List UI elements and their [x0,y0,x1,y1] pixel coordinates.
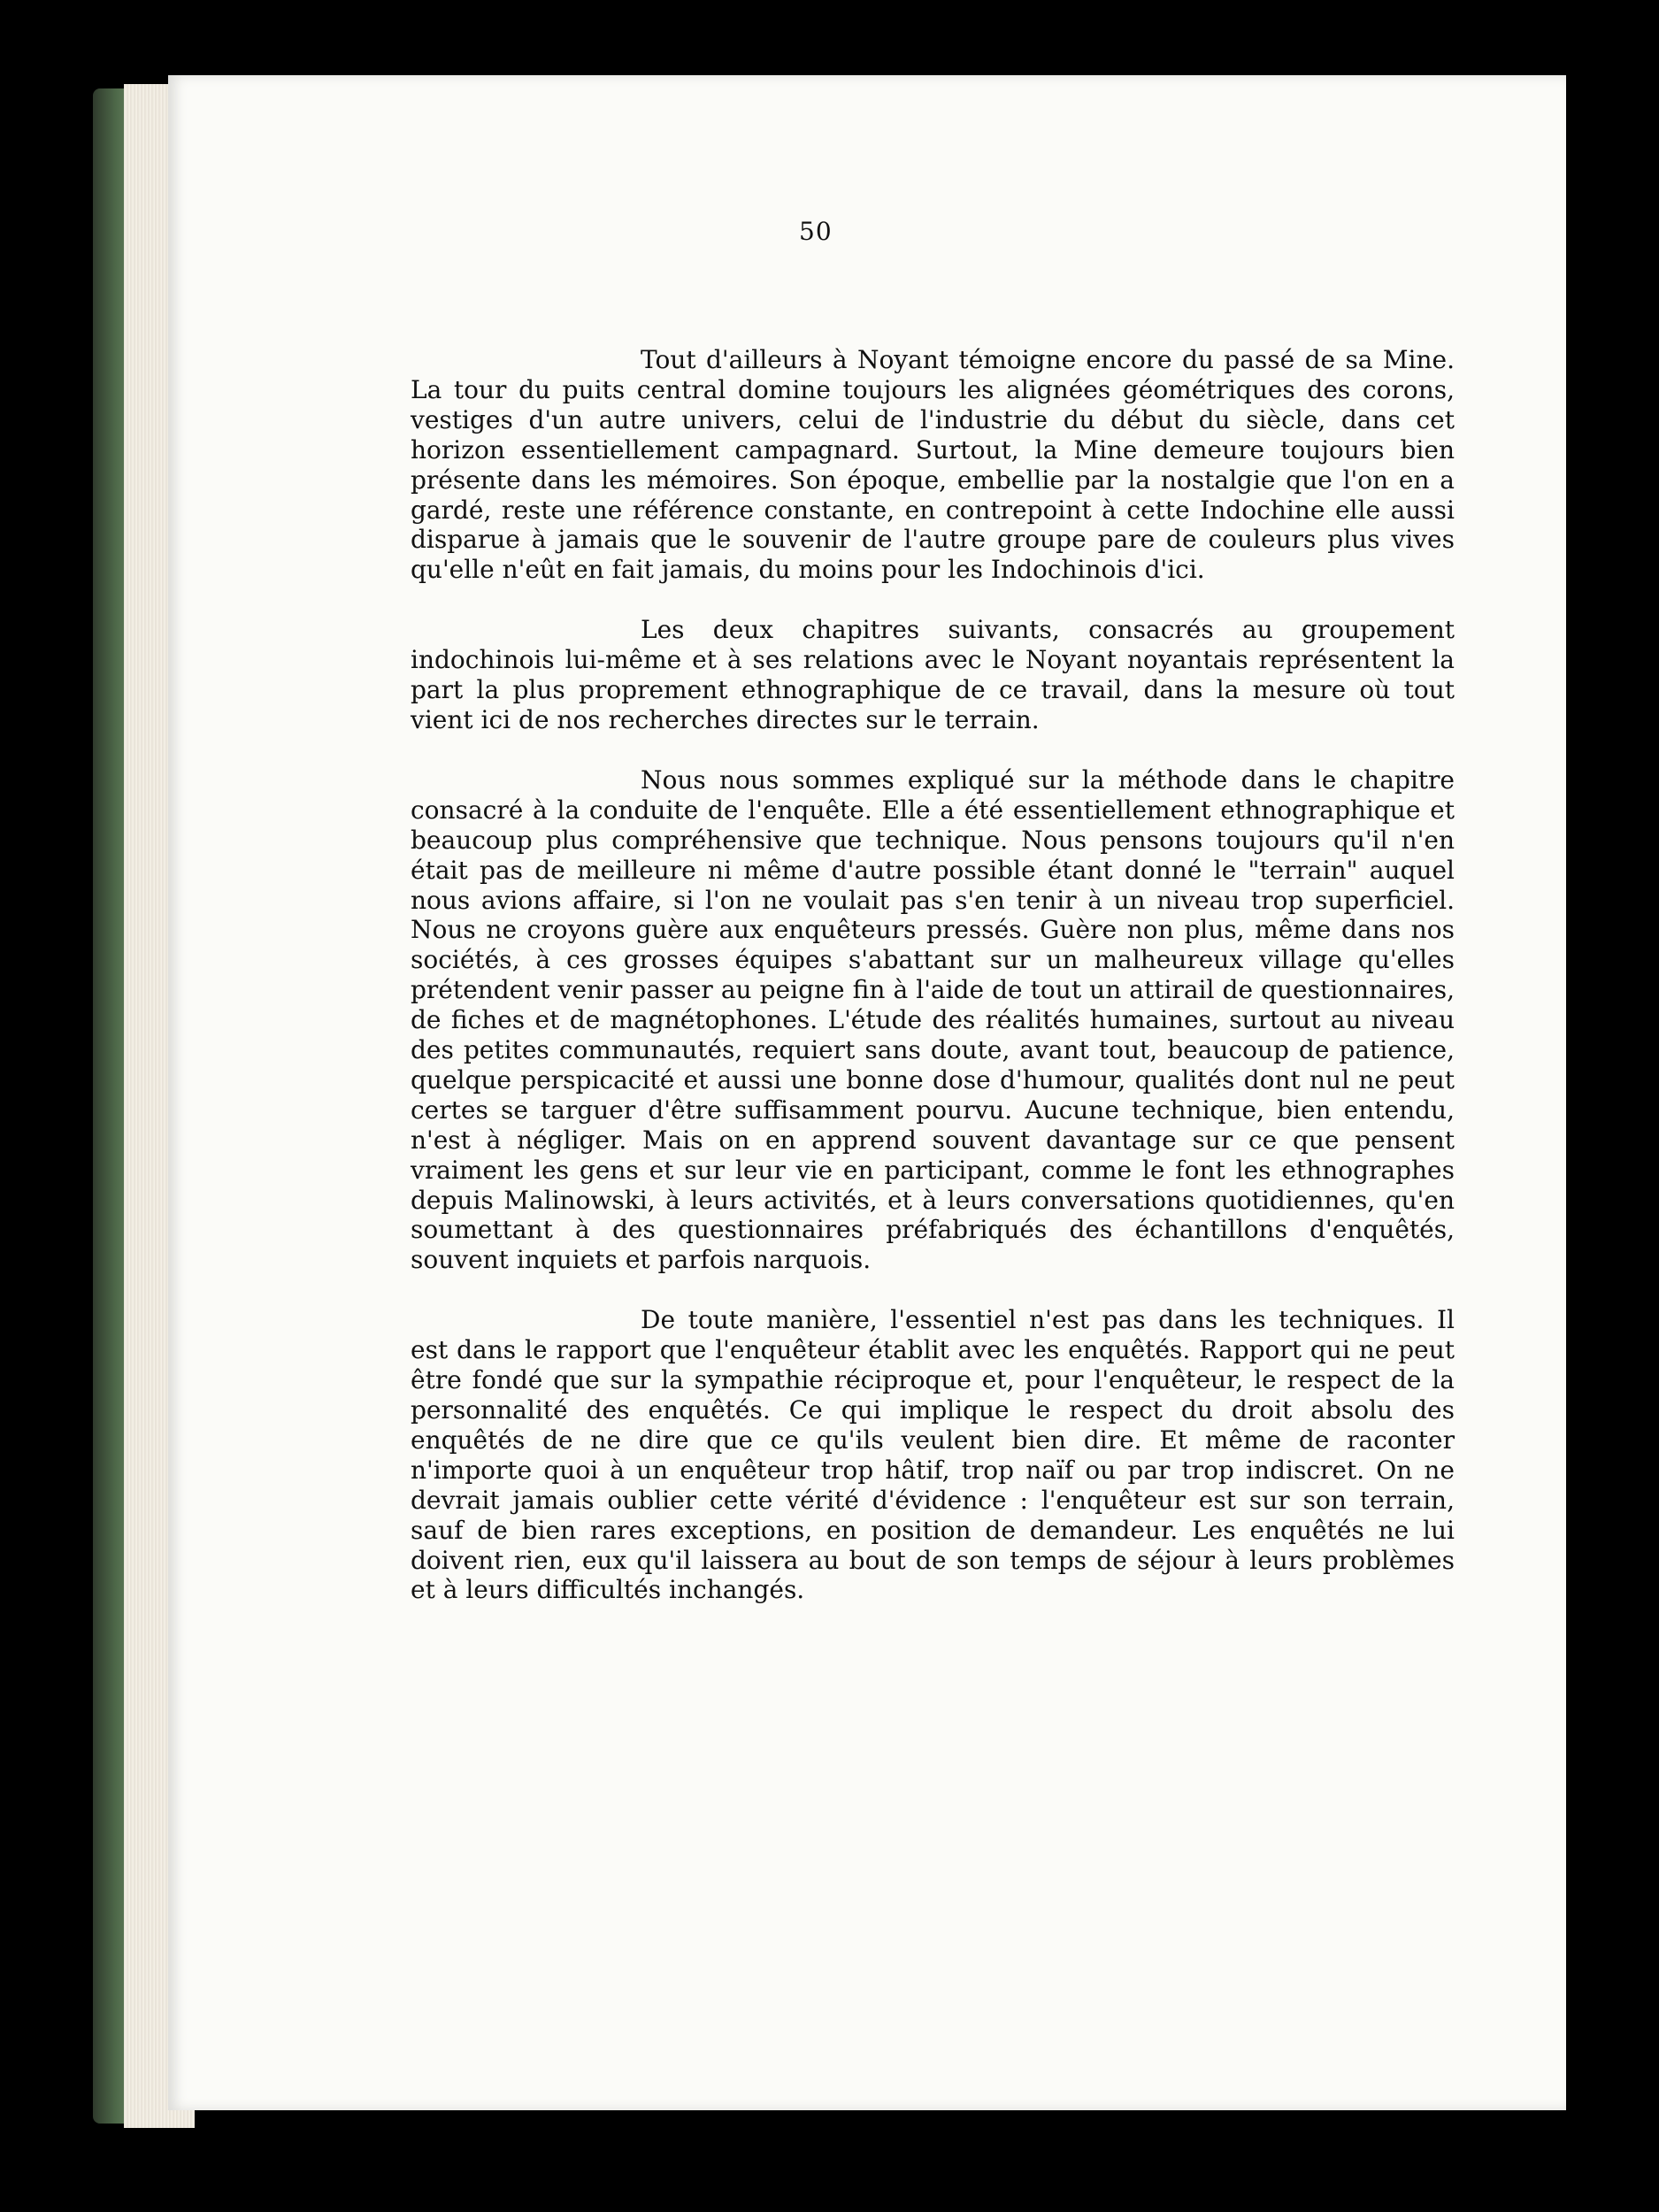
page-body [411,345,1455,1635]
paragraph-4: De toute manière, l'essentiel n'est pas dans les techniques. Il est dans le rapport que l'enquêteur établit avec les enquêtés. Rapport qui ne peut être fondé que sur la sympathie réciproque et, pour l'enquêteur, le respect de la personnalité des enquêtés. Ce qui implique le respect du droit absolu des enquêtés de ne dire que ce qu'ils veulent bien dire. Et même de raconter n'importe quoi à un enquêteur trop hâtif, trop naïf ou par trop indiscret. On ne devrait jamais oublier cette vérité d'évidence : l'enquêteur est sur son terrain, sauf de bien rares exceptions, en position de demandeur. Les enquêtés ne lui doivent rien, eux qu'il laissera au bout de son temps de séjour à leurs problèmes et à leurs difficultés inchangés. [411,1305,1455,1605]
page-number: 50 [799,217,833,246]
paragraph-2: Les deux chapitres suivants, consacrés au groupement indochinois lui-même et à ses relations avec le Noyant noyantais représentent la part la plus proprement ethnographique de ce travail, dans la mesure où tout vient ici de nos recherches directes sur le terrain. [411,615,1455,734]
paragraph-1: Tout d'ailleurs à Noyant témoigne encore du passé de sa Mine. La tour du puits central domine toujours les alignées géométriques des corons, vestiges d'un autre univers, celui de l'industrie du début du siècle, dans cet horizon essentiellement campagnard. Surtout, la Mine demeure toujours bien présente dans les mémoires. Son époque, embellie par la nostalgie que l'on en a gardé, reste une référence constante, en contrepoint à cette Indochine elle aussi disparue à jamais que le souvenir de l'autre groupe pare de couleurs plus vives qu'elle n'eût en fait jamais, du moins pour les Indochinois d'ici. [411,345,1455,585]
paragraph-3: Nous nous sommes expliqué sur la méthode dans le chapitre consacré à la conduite de l'enquête. Elle a été essentiellement ethnographique et beaucoup plus compréhensive que technique. Nous pensons toujours qu'il n'en était pas de meilleure ni même d'autre possible étant donné le "terrain" auquel nous avions affaire, si l'on ne voulait pas s'en tenir à un niveau trop superficiel. Nous ne croyons guère aux enquêteurs pressés. Guère non plus, même dans nos sociétés, à ces grosses équipes s'abattant sur un malheureux village qu'elles prétendent venir passer au peigne fin à l'aide de tout un attirail de questionnaires, de fiches et de magnétophones. L'étude des réalités humaines, surtout au niveau des petites communautés, requiert sans doute, avant tout, beaucoup de patience, quelque perspicacité et aussi une bonne dose d'humour, qualités dont nul ne peut certes se targuer d'être suffisamment pourvu. Aucune technique, bien entendu, n'est à négliger. Mais on en apprend souvent davantage sur ce que pensent vraiment les gens et sur leur vie en participant, comme le font les ethnographes depuis Malinowski, à leurs activités, et à leurs conversations quotidiennes, qu'en soumettant à des questionnaires préfabriqués des échantillons d'enquêtés, souvent inquiets et parfois narquois. [411,764,1455,1275]
